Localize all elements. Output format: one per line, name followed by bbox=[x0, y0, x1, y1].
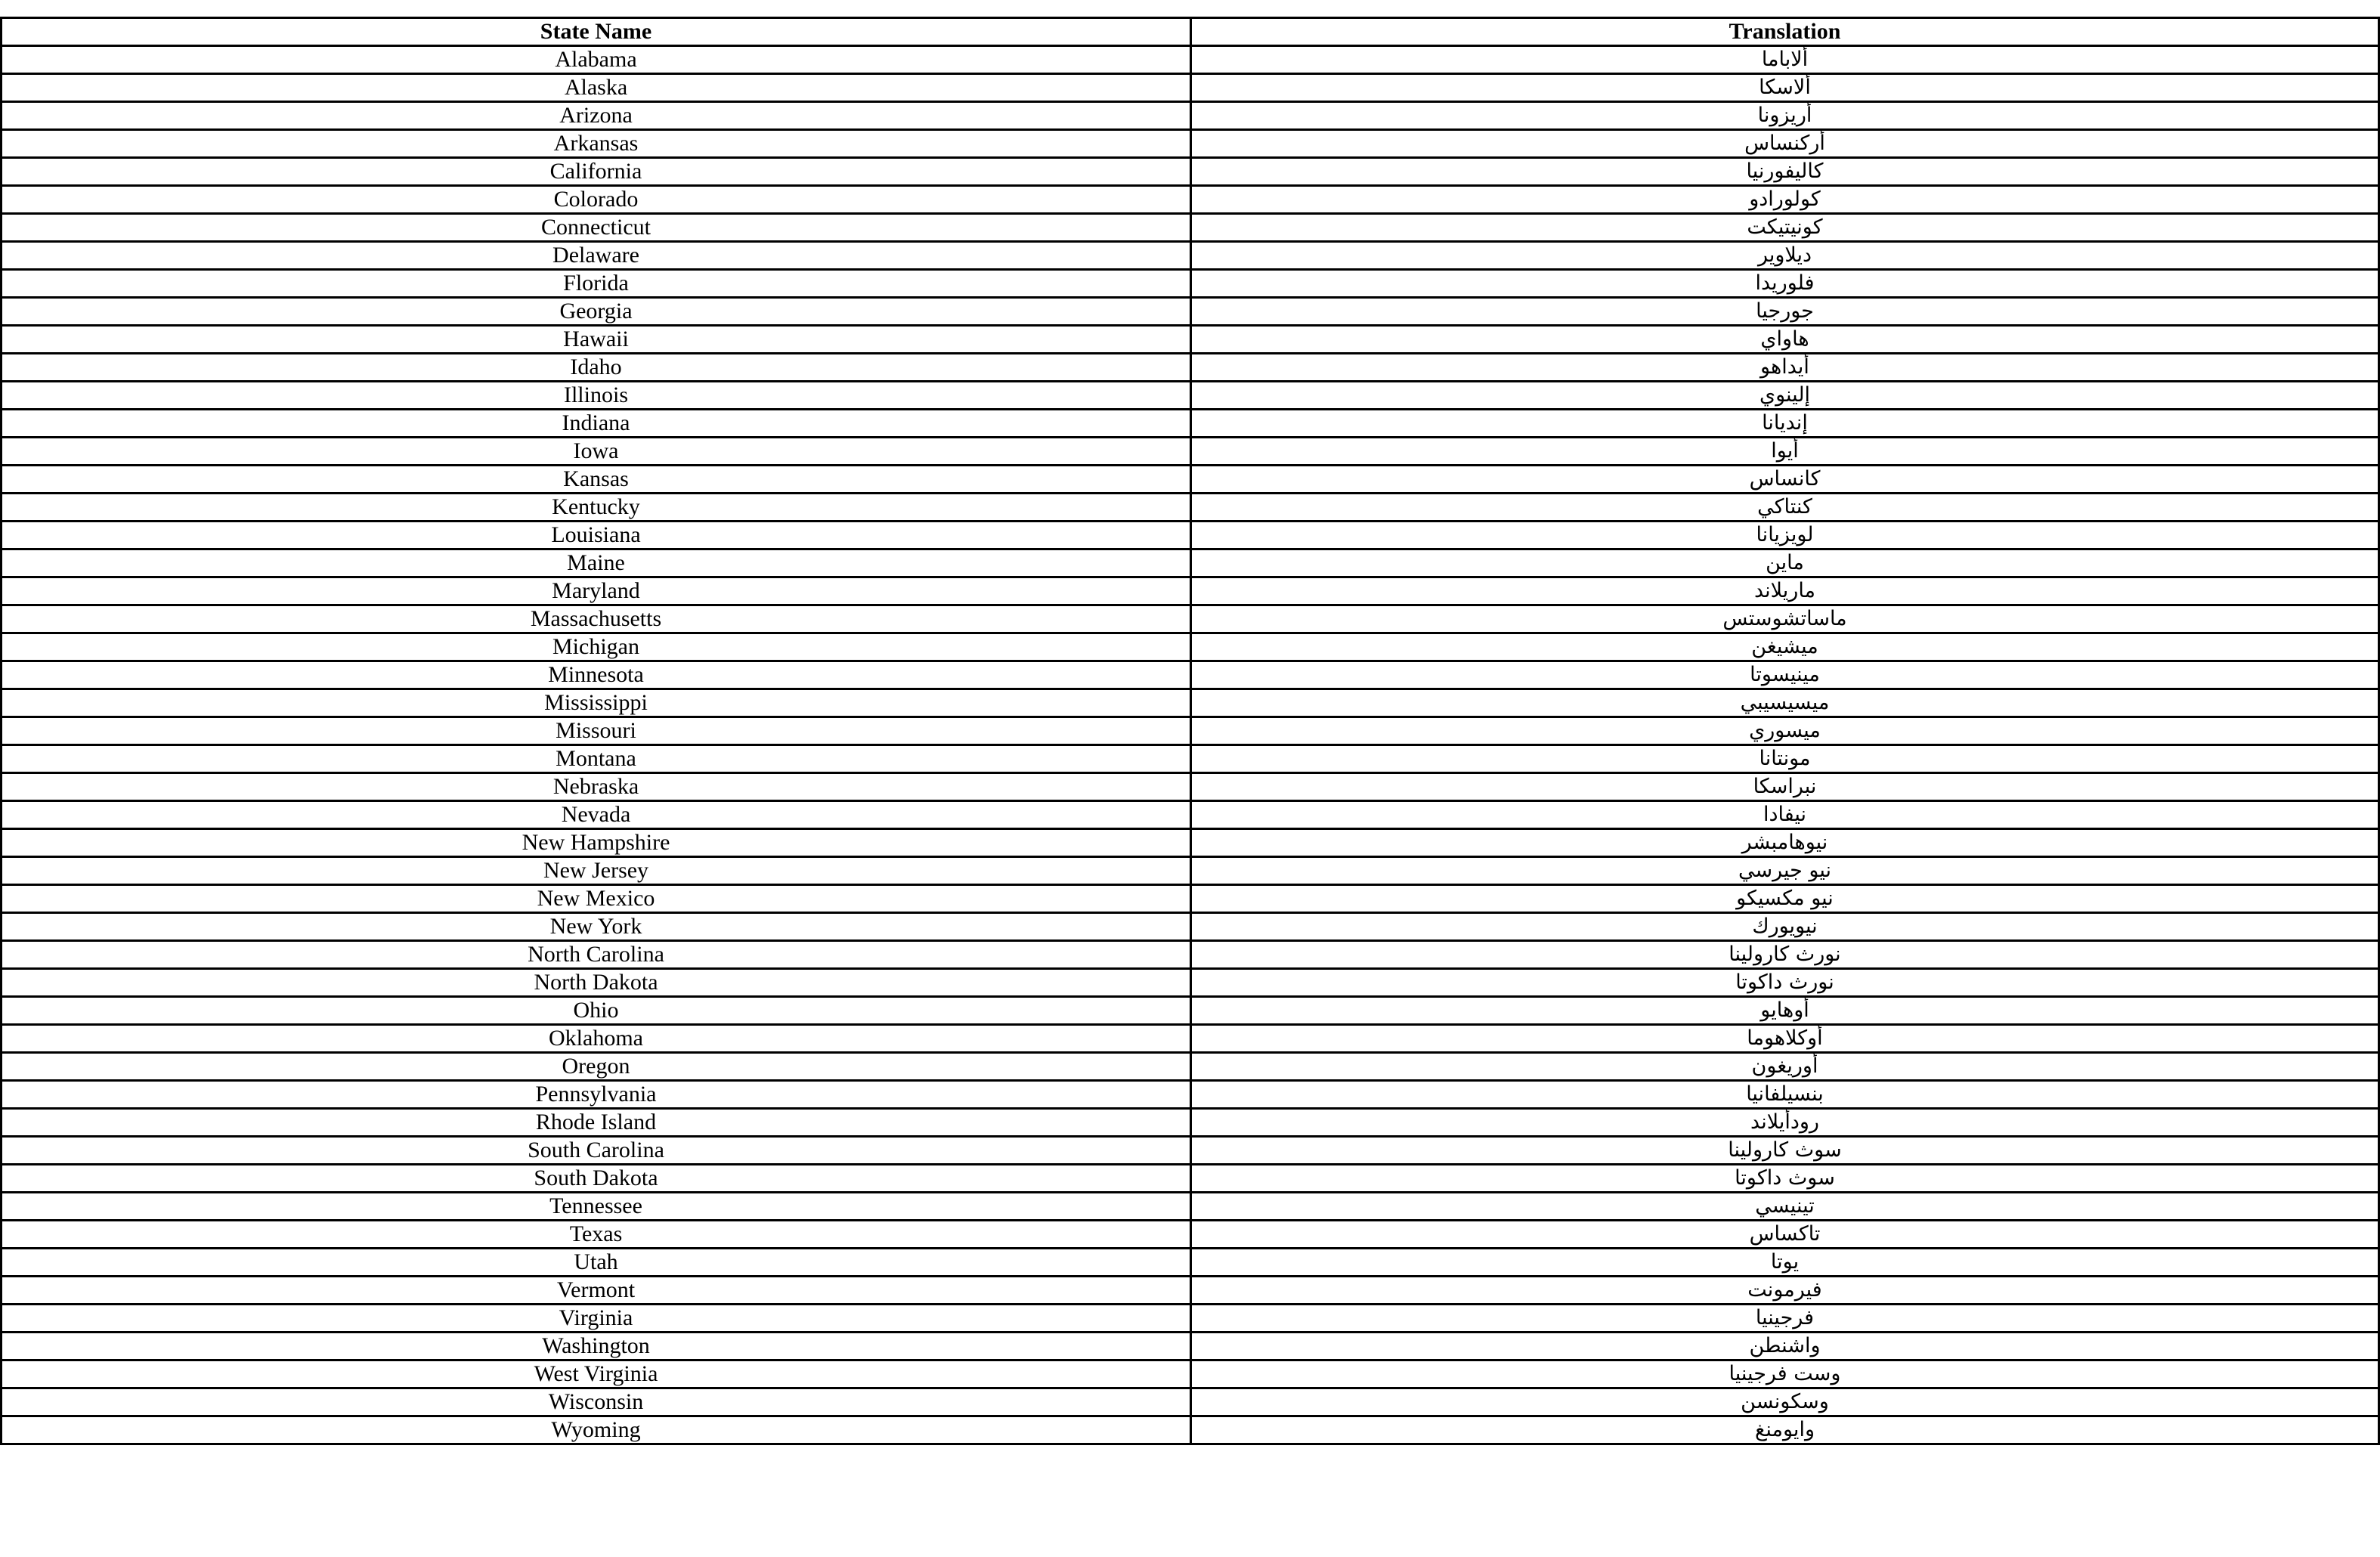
translation-cell: وست فرجينيا bbox=[1191, 1360, 2379, 1388]
translation-cell: فيرمونت bbox=[1191, 1277, 2379, 1305]
translation-cell: أيوا bbox=[1191, 438, 2379, 466]
table-row bbox=[2, 549, 2379, 577]
state-name-cell: Missouri bbox=[2, 717, 1191, 745]
table-row bbox=[2, 633, 2379, 661]
translation-cell: ماساتشوستس bbox=[1191, 605, 2379, 633]
translation-cell: سوث كارولينا bbox=[1191, 1137, 2379, 1165]
table-row bbox=[2, 354, 2379, 382]
translation-cell: أوكلاهوما bbox=[1191, 1025, 2379, 1053]
table-row bbox=[2, 1249, 2379, 1277]
state-name-cell: Maine bbox=[2, 549, 1191, 577]
translation-cell: نورث داكوتا bbox=[1191, 969, 2379, 997]
table-row bbox=[2, 745, 2379, 773]
table-row bbox=[2, 605, 2379, 633]
state-name-cell: Florida bbox=[2, 270, 1191, 298]
table-row bbox=[2, 326, 2379, 354]
translation-cell: أركنساس bbox=[1191, 130, 2379, 158]
translation-cell: ألاسكا bbox=[1191, 74, 2379, 102]
translation-cell: كاليفورنيا bbox=[1191, 158, 2379, 186]
translation-cell: فرجينيا bbox=[1191, 1305, 2379, 1333]
state-name-cell: Arizona bbox=[2, 102, 1191, 130]
state-name-cell: Pennsylvania bbox=[2, 1081, 1191, 1109]
table-row bbox=[2, 661, 2379, 689]
table-row bbox=[2, 1193, 2379, 1221]
state-name-cell: New Jersey bbox=[2, 857, 1191, 885]
state-name-cell: Iowa bbox=[2, 438, 1191, 466]
table-row bbox=[2, 969, 2379, 997]
translation-cell: وسكونسن bbox=[1191, 1388, 2379, 1416]
table-row bbox=[2, 242, 2379, 270]
table-row bbox=[2, 885, 2379, 913]
state-name-cell: Wisconsin bbox=[2, 1388, 1191, 1416]
translation-cell: سوث داكوتا bbox=[1191, 1165, 2379, 1193]
translation-cell: كونيتيكت bbox=[1191, 214, 2379, 242]
state-name-cell: Washington bbox=[2, 1333, 1191, 1360]
table-row bbox=[2, 214, 2379, 242]
translation-cell: نيو جيرسي bbox=[1191, 857, 2379, 885]
table-row bbox=[2, 829, 2379, 857]
state-name-cell: New Mexico bbox=[2, 885, 1191, 913]
translation-cell: أوريغون bbox=[1191, 1053, 2379, 1081]
translation-cell: وايومنغ bbox=[1191, 1416, 2379, 1444]
table-row bbox=[2, 1081, 2379, 1109]
state-name-cell: Delaware bbox=[2, 242, 1191, 270]
translation-cell: ألاباما bbox=[1191, 46, 2379, 74]
state-name-cell: Alaska bbox=[2, 74, 1191, 102]
translation-cell: أوهايو bbox=[1191, 997, 2379, 1025]
translation-cell: بنسيلفانيا bbox=[1191, 1081, 2379, 1109]
table-row bbox=[2, 130, 2379, 158]
translation-cell: ديلاوير bbox=[1191, 242, 2379, 270]
state-translation-table bbox=[0, 17, 2380, 1445]
translation-cell: إلينوي bbox=[1191, 382, 2379, 410]
table-row bbox=[2, 1025, 2379, 1053]
table-row bbox=[2, 577, 2379, 605]
table-row bbox=[2, 1388, 2379, 1416]
state-name-cell: Kentucky bbox=[2, 494, 1191, 522]
translation-cell: أيداهو bbox=[1191, 354, 2379, 382]
translation-cell: إنديانا bbox=[1191, 410, 2379, 438]
state-name-cell: Colorado bbox=[2, 186, 1191, 214]
state-name-cell: Oregon bbox=[2, 1053, 1191, 1081]
translation-cell: كولورادو bbox=[1191, 186, 2379, 214]
state-name-cell: Rhode Island bbox=[2, 1109, 1191, 1137]
translation-cell: رودأيلاند bbox=[1191, 1109, 2379, 1137]
translation-cell: ماين bbox=[1191, 549, 2379, 577]
translation-cell: فلوريدا bbox=[1191, 270, 2379, 298]
state-name-cell: Idaho bbox=[2, 354, 1191, 382]
table-row bbox=[2, 1221, 2379, 1249]
translation-cell: نبراسكا bbox=[1191, 773, 2379, 801]
translation-cell: أريزونا bbox=[1191, 102, 2379, 130]
table-row bbox=[2, 382, 2379, 410]
state-name-cell: Ohio bbox=[2, 997, 1191, 1025]
table-row bbox=[2, 494, 2379, 522]
table-row bbox=[2, 1333, 2379, 1360]
state-name-cell: Vermont bbox=[2, 1277, 1191, 1305]
state-name-cell: Virginia bbox=[2, 1305, 1191, 1333]
table-row bbox=[2, 773, 2379, 801]
state-name-cell: Maryland bbox=[2, 577, 1191, 605]
table-row bbox=[2, 102, 2379, 130]
state-name-cell: Michigan bbox=[2, 633, 1191, 661]
translation-cell: كانساس bbox=[1191, 466, 2379, 494]
table-row bbox=[2, 186, 2379, 214]
table-row bbox=[2, 74, 2379, 102]
table-row bbox=[2, 913, 2379, 941]
state-name-cell: North Carolina bbox=[2, 941, 1191, 969]
state-name-cell: Hawaii bbox=[2, 326, 1191, 354]
state-name-cell: Massachusetts bbox=[2, 605, 1191, 633]
column-header-translation: Translation bbox=[1191, 18, 2379, 46]
translation-cell: مينيسوتا bbox=[1191, 661, 2379, 689]
translation-cell: واشنطن bbox=[1191, 1333, 2379, 1360]
state-name-cell: Oklahoma bbox=[2, 1025, 1191, 1053]
translation-cell: نيويورك bbox=[1191, 913, 2379, 941]
translation-cell: لويزيانا bbox=[1191, 522, 2379, 549]
state-name-cell: Mississippi bbox=[2, 689, 1191, 717]
table-row bbox=[2, 466, 2379, 494]
state-name-cell: South Carolina bbox=[2, 1137, 1191, 1165]
state-name-cell: South Dakota bbox=[2, 1165, 1191, 1193]
translation-cell: ميسوري bbox=[1191, 717, 2379, 745]
table-row bbox=[2, 522, 2379, 549]
state-name-cell: Tennessee bbox=[2, 1193, 1191, 1221]
column-header-state-name: State Name bbox=[2, 18, 1191, 46]
translation-cell: هاواي bbox=[1191, 326, 2379, 354]
state-name-cell: Minnesota bbox=[2, 661, 1191, 689]
table-body bbox=[2, 46, 2379, 1444]
translation-cell: جورجيا bbox=[1191, 298, 2379, 326]
translation-cell: نيفادا bbox=[1191, 801, 2379, 829]
state-name-cell: Utah bbox=[2, 1249, 1191, 1277]
table-row bbox=[2, 1277, 2379, 1305]
state-name-cell: Texas bbox=[2, 1221, 1191, 1249]
table-row bbox=[2, 857, 2379, 885]
state-name-cell: North Dakota bbox=[2, 969, 1191, 997]
translation-cell: كنتاكي bbox=[1191, 494, 2379, 522]
state-name-cell: Georgia bbox=[2, 298, 1191, 326]
translation-cell: نورث كارولينا bbox=[1191, 941, 2379, 969]
table-row bbox=[2, 717, 2379, 745]
state-name-cell: Kansas bbox=[2, 466, 1191, 494]
table-row bbox=[2, 410, 2379, 438]
table-row bbox=[2, 1305, 2379, 1333]
table-row bbox=[2, 1109, 2379, 1137]
table-row bbox=[2, 438, 2379, 466]
state-name-cell: New Hampshire bbox=[2, 829, 1191, 857]
state-name-cell: West Virginia bbox=[2, 1360, 1191, 1388]
table-row bbox=[2, 270, 2379, 298]
table-row bbox=[2, 1053, 2379, 1081]
state-name-cell: Wyoming bbox=[2, 1416, 1191, 1444]
translation-cell: تاكساس bbox=[1191, 1221, 2379, 1249]
table-row bbox=[2, 689, 2379, 717]
translation-cell: نيو مكسيكو bbox=[1191, 885, 2379, 913]
table-row bbox=[2, 1137, 2379, 1165]
state-name-cell: Nevada bbox=[2, 801, 1191, 829]
state-name-cell: Alabama bbox=[2, 46, 1191, 74]
state-name-cell: Indiana bbox=[2, 410, 1191, 438]
translation-cell: نيوهامبشر bbox=[1191, 829, 2379, 857]
table-row bbox=[2, 298, 2379, 326]
table-row bbox=[2, 158, 2379, 186]
state-name-cell: Louisiana bbox=[2, 522, 1191, 549]
state-name-cell: New York bbox=[2, 913, 1191, 941]
translation-cell: مونتانا bbox=[1191, 745, 2379, 773]
state-name-cell: Illinois bbox=[2, 382, 1191, 410]
state-name-cell: California bbox=[2, 158, 1191, 186]
translation-cell: تينيسي bbox=[1191, 1193, 2379, 1221]
state-name-cell: Connecticut bbox=[2, 214, 1191, 242]
header-row bbox=[2, 18, 2379, 46]
state-name-cell: Nebraska bbox=[2, 773, 1191, 801]
table-row bbox=[2, 1165, 2379, 1193]
translation-cell: ميسيسيبي bbox=[1191, 689, 2379, 717]
table-row bbox=[2, 1416, 2379, 1444]
translation-cell: ماريلاند bbox=[1191, 577, 2379, 605]
state-name-cell: Arkansas bbox=[2, 130, 1191, 158]
translation-cell: ميشيغن bbox=[1191, 633, 2379, 661]
table-row bbox=[2, 1360, 2379, 1388]
state-name-cell: Montana bbox=[2, 745, 1191, 773]
translation-cell: يوتا bbox=[1191, 1249, 2379, 1277]
table-row bbox=[2, 997, 2379, 1025]
table-row bbox=[2, 801, 2379, 829]
table-row bbox=[2, 46, 2379, 74]
table-row bbox=[2, 941, 2379, 969]
